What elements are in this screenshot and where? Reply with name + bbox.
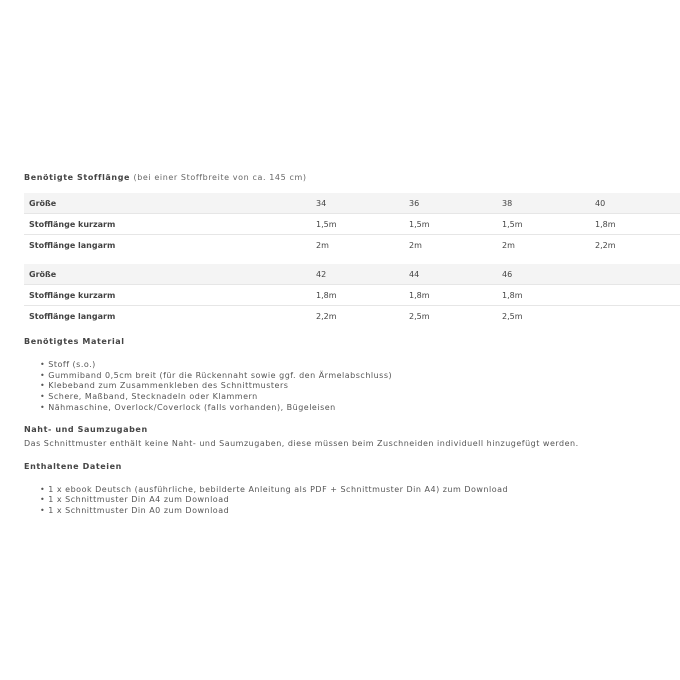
- size-header-label: Größe: [24, 264, 311, 285]
- row-label: Stofflänge langarm: [24, 235, 311, 256]
- seam-allowance-heading: Naht- und Saumzugaben: [24, 424, 148, 434]
- table-header-row: [24, 264, 680, 285]
- length-value: 1,5m: [404, 214, 497, 235]
- row-label: Stofflänge langarm: [24, 306, 311, 327]
- length-value: [590, 306, 680, 327]
- fabric-width-note: (bei einer Stoffbreite von ca. 145 cm): [133, 173, 307, 182]
- size-value: 42: [311, 264, 404, 285]
- length-value: 1,8m: [404, 285, 497, 306]
- list-item: • Klebeband zum Zusammenkleben des Schnittmusters: [40, 381, 680, 392]
- length-value: 2m: [311, 235, 404, 256]
- list-item: • 1 x ebook Deutsch (ausführliche, bebilderte Anleitung als PDF + Schnittmuster Din A4) zum Download: [40, 485, 680, 496]
- length-value: 2,2m: [311, 306, 404, 327]
- row-label: Stofflänge kurzarm: [24, 214, 311, 235]
- length-value: 1,5m: [497, 214, 590, 235]
- seam-allowance-text: Das Schnittmuster enthält keine Naht- und Saumzugaben, diese müssen beim Zuschneiden individuell hinzugefügt werden.: [24, 438, 579, 448]
- length-value: [590, 285, 680, 306]
- length-value: 2,5m: [404, 306, 497, 327]
- product-description: [24, 172, 680, 517]
- length-value: 2m: [404, 235, 497, 256]
- row-label: Stofflänge kurzarm: [24, 285, 311, 306]
- size-value: 34: [311, 193, 404, 214]
- size-value: 44: [404, 264, 497, 285]
- size-value: 36: [404, 193, 497, 214]
- length-value: 1,8m: [311, 285, 404, 306]
- list-item: • 1 x Schnittmuster Din A4 zum Download: [40, 495, 680, 506]
- length-value: 1,5m: [311, 214, 404, 235]
- length-value: 2,2m: [590, 235, 680, 256]
- list-item: • Gummiband 0,5cm breit (für die Rückennaht sowie ggf. den Ärmelabschluss): [40, 371, 680, 382]
- length-value: 1,8m: [497, 285, 590, 306]
- length-value: 2,5m: [497, 306, 590, 327]
- size-value: 40: [590, 193, 680, 214]
- included-files-list: [24, 485, 680, 517]
- length-value: 1,8m: [590, 214, 680, 235]
- material-heading: Benötigtes Material: [24, 337, 125, 346]
- list-item: • Nähmaschine, Overlock/Coverlock (falls vorhanden), Bügeleisen: [40, 403, 680, 414]
- list-item: • Stoff (s.o.): [40, 360, 680, 371]
- material-list: [24, 360, 680, 414]
- size-table-1: [24, 193, 680, 255]
- included-files-heading: Enthaltene Dateien: [24, 461, 122, 471]
- list-item: • 1 x Schnittmuster Din A0 zum Download: [40, 506, 680, 517]
- table-row: [24, 235, 680, 256]
- table-row: [24, 285, 680, 306]
- size-value: 46: [497, 264, 590, 285]
- table-row: [24, 214, 680, 235]
- size-value: [590, 264, 680, 285]
- size-value: 38: [497, 193, 590, 214]
- fabric-length-title: Benötigte Stofflänge: [24, 173, 131, 182]
- fabric-length-heading: [24, 171, 680, 183]
- list-item: • Schere, Maßband, Stecknadeln oder Klammern: [40, 392, 680, 403]
- size-header-label: Größe: [24, 193, 311, 214]
- table-row: [24, 306, 680, 327]
- table-header-row: [24, 193, 680, 214]
- size-table-2: [24, 264, 680, 326]
- length-value: 2m: [497, 235, 590, 256]
